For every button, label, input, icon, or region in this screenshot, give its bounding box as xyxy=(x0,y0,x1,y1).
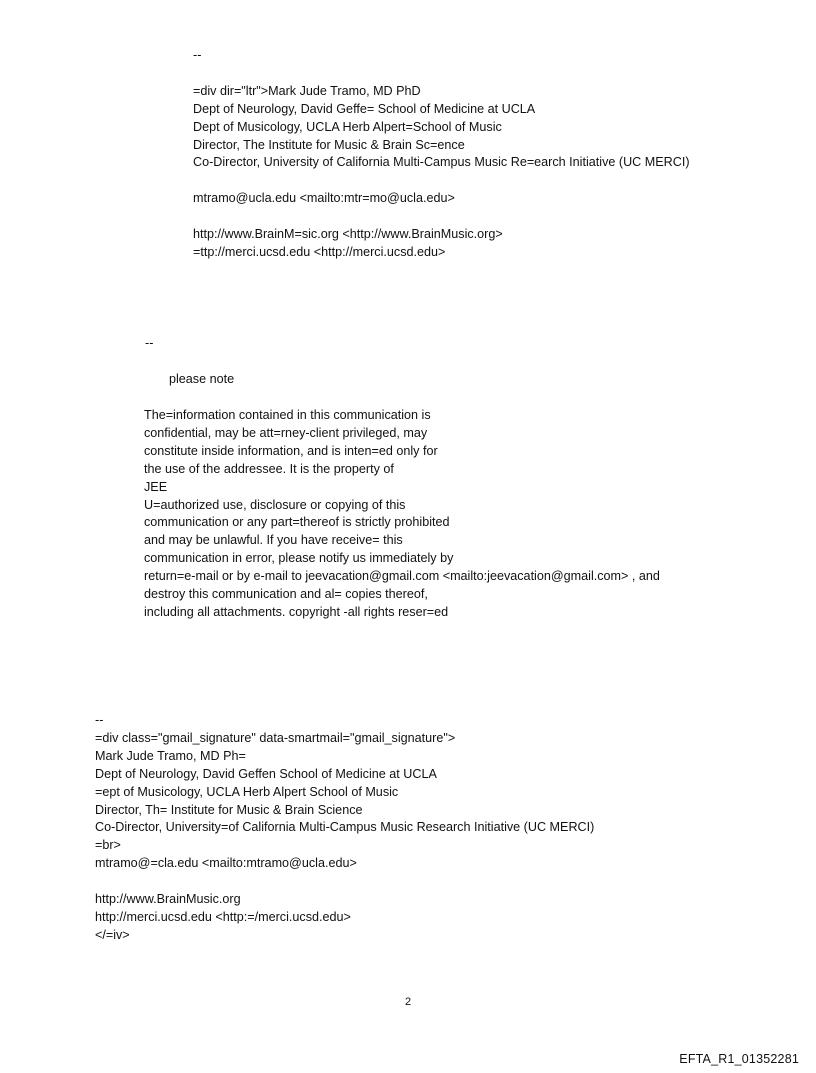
sig2-url-line: http://merci.ucsd.edu <http:=/merci.ucsd.edu> xyxy=(95,909,351,924)
notice-line: and may be unlawful. If you have receive= this xyxy=(144,533,403,548)
sig1-email-line: mtramo@ucla.edu <mailto:mtr=mo@ucla.edu> xyxy=(193,191,455,206)
sig1-line: Dept of Neurology, David Geffe= School of Medicine at UCLA xyxy=(193,101,536,116)
sig1-url-line: http://www.BrainM=sic.org <http://www.BrainMusic.org> xyxy=(193,227,503,242)
sig1-line xyxy=(193,208,690,226)
sig1-line xyxy=(193,65,690,83)
notice-email-line: return=e-mail or by e-mail to jeevacation@gmail.com <mailto:jeevacation@gmail.com> , and xyxy=(144,569,660,584)
notice-line: U=authorized use, disclosure or copying of this xyxy=(144,497,406,512)
notice-line: The=information contained in this communication is xyxy=(144,408,431,422)
sig1-line: =div dir="ltr">Mark Jude Tramo, MD PhD xyxy=(193,83,421,98)
notice-line: confidential, may be att=rney-client privileged, may xyxy=(144,425,428,440)
page-number: 2 xyxy=(404,996,412,1008)
notice-line: communication or any part=thereof is strictly prohibited xyxy=(144,515,450,530)
signature-block-2 xyxy=(95,712,594,945)
document-id-footer: EFTA_R1_01352281 xyxy=(679,1052,799,1066)
notice-line: the use of the addressee. It is the property of xyxy=(144,461,394,476)
sig1-line: -- xyxy=(193,48,202,62)
sig1-line: Dept of Musicology, UCLA Herb Alpert=School of Music xyxy=(193,119,502,134)
notice-line: constitute inside information, and is inten=ed only for xyxy=(144,443,438,458)
sig2-line: =ept of Musicology, UCLA Herb Alpert School of Music xyxy=(95,784,399,799)
notice-heading: please note xyxy=(169,372,235,386)
sig1-line xyxy=(193,172,690,190)
notice-line: including all attachments. copyright -all rights reser=ed xyxy=(144,604,449,619)
sig2-line: -- xyxy=(95,713,104,727)
sig2-url-line: http://www.BrainMusic.org xyxy=(95,892,241,907)
sig1-url-line: =ttp://merci.ucsd.edu <http://merci.ucsd.edu> xyxy=(193,244,446,259)
notice-separator: -- xyxy=(145,336,154,350)
sig2-line: =br> xyxy=(95,838,121,853)
sig2-line: =div class="gmail_signature" data-smartmail="gmail_signature"> xyxy=(95,730,456,745)
sig2-line: Dept of Neurology, David Geffen School of Medicine at UCLA xyxy=(95,766,437,781)
notice-line: communication in error, please notify us immediately by xyxy=(144,551,454,566)
sig2-email-line: mtramo@=cla.edu <mailto:mtramo@ucla.edu> xyxy=(95,856,357,871)
sig2-line: Mark Jude Tramo, MD Ph= xyxy=(95,748,246,763)
sig2-line: Director, Th= Institute for Music & Brain Science xyxy=(95,802,363,817)
notice-line: destroy this communication and al= copies thereof, xyxy=(144,587,428,602)
confidentiality-notice xyxy=(144,407,660,622)
sig1-line: Co-Director, University of California Multi-Campus Music Re=earch Initiative (UC MERCI) xyxy=(193,155,690,170)
sig2-line xyxy=(95,873,594,891)
notice-line: JEE xyxy=(144,479,168,494)
signature-block-1 xyxy=(193,47,690,262)
sig2-line: Co-Director, University=of California Multi-Campus Music Research Initiative (UC MERCI) xyxy=(95,820,595,835)
sig1-line: Director, The Institute for Music & Brain Sc=ence xyxy=(193,137,465,152)
sig2-line: </=iv> xyxy=(95,927,130,942)
